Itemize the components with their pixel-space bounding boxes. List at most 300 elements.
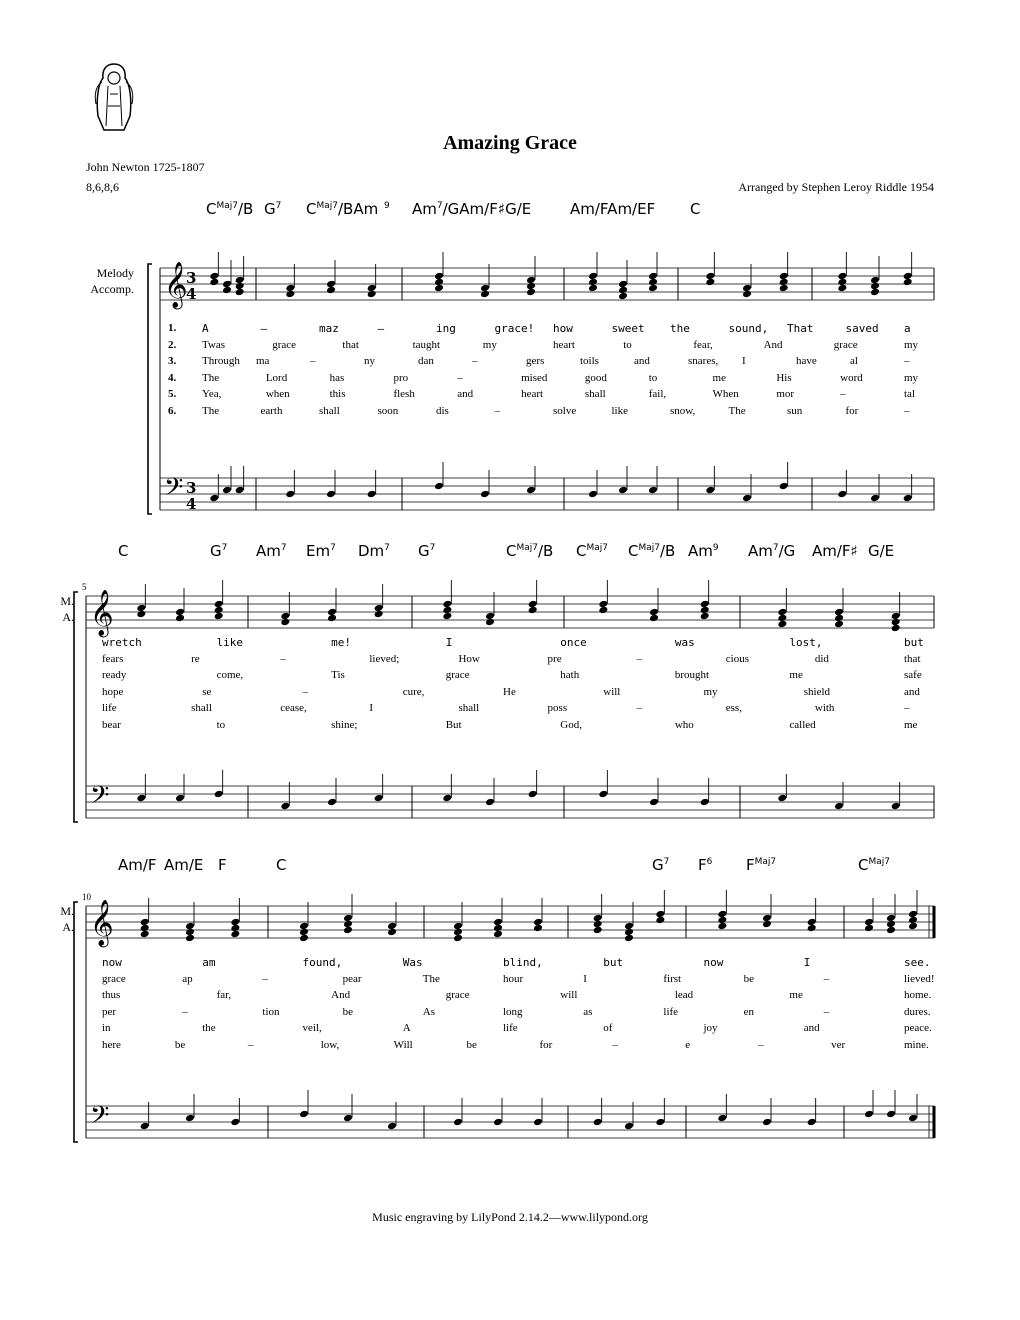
lyric-syllable: Lord	[265, 371, 288, 384]
time-signature: 4	[186, 495, 197, 513]
chord-extension: 6	[706, 857, 713, 867]
chord-symbol	[210, 542, 227, 560]
lyric-syllable: ing	[436, 322, 456, 335]
chord-extension: 9	[712, 543, 719, 553]
chord-symbol	[306, 200, 378, 218]
lyric-syllable: here	[102, 1038, 121, 1051]
note-head	[705, 486, 715, 495]
lyric-syllable: maz	[319, 322, 339, 335]
chord-bass: /BAm	[338, 200, 379, 218]
lyric-syllable: cious	[725, 652, 749, 665]
note-head	[624, 1122, 634, 1131]
chord-root: C	[858, 856, 869, 874]
lyric-syllable: did	[814, 652, 829, 665]
note-head	[230, 930, 240, 939]
lyric-syllable: for	[539, 1038, 553, 1051]
lyric-syllable: but	[904, 636, 924, 649]
chord-symbol	[384, 200, 390, 218]
note-head	[387, 928, 397, 937]
chord-root: F	[218, 856, 227, 874]
lyric-syllable: –	[904, 702, 910, 714]
note-head	[837, 284, 847, 293]
verse-number: 4.	[168, 371, 177, 384]
lyric-syllable: life	[102, 702, 117, 714]
note-head	[700, 798, 710, 807]
lyric-syllable: thus	[102, 989, 121, 1001]
note-head	[700, 612, 710, 621]
lyric-syllable: dis	[436, 404, 449, 417]
note-head	[136, 794, 146, 803]
note-head	[299, 934, 309, 943]
note-head	[528, 790, 538, 799]
instrument-label: M.	[60, 594, 74, 608]
note-head	[480, 290, 490, 299]
lyric-syllable: peace.	[904, 1022, 932, 1034]
lyric-syllable: tal	[904, 388, 915, 400]
note-head	[434, 284, 444, 293]
lyric-syllable: tion	[262, 1005, 280, 1018]
chord-root: Am/FAm/EF	[570, 200, 656, 218]
lyric-syllable: toils	[580, 355, 599, 367]
lyric-syllable: mine.	[904, 1038, 929, 1051]
chord-symbol	[218, 856, 227, 874]
lyric-syllable: I	[583, 972, 587, 985]
lyric-syllable: to	[216, 718, 226, 731]
footer-credit: Music engraving by LilyPond 2.14.2—www.lilypond.org	[372, 1210, 648, 1224]
lyric-syllable: bear	[102, 718, 121, 731]
note-head	[648, 486, 658, 495]
lyric-syllable: for	[845, 404, 859, 417]
chord-symbol	[576, 542, 608, 560]
chord-extension: Maj7	[516, 543, 538, 553]
note-head	[326, 490, 336, 499]
note-head	[779, 284, 789, 293]
lyric-syllable: and	[457, 388, 474, 400]
chord-symbol	[412, 200, 531, 218]
chord-extension: 7	[663, 857, 670, 867]
lyric-syllable: ess,	[725, 702, 742, 714]
lyric-syllable: A	[202, 322, 209, 335]
lyric-syllable: en	[743, 1005, 754, 1018]
note-head	[762, 1118, 772, 1127]
note-head	[742, 494, 752, 503]
note-head	[533, 924, 543, 933]
lyric-syllable: veil,	[302, 1022, 322, 1034]
chord-symbol	[570, 200, 655, 218]
lyric-syllable: –	[262, 972, 268, 985]
lyric-syllable: my	[904, 371, 919, 384]
lyric-syllable: has	[329, 371, 345, 384]
note-head	[891, 624, 901, 633]
chord-extension: 7	[429, 543, 436, 553]
lyric-syllable: be	[342, 1005, 353, 1018]
note-head	[209, 494, 219, 503]
lyric-syllable: me	[789, 989, 803, 1001]
lyric-syllable: like	[611, 404, 628, 417]
chord-root: Am	[412, 200, 437, 218]
lyric-syllable: –	[247, 1038, 254, 1051]
lyric-syllable: first	[663, 972, 682, 985]
note-head	[886, 1110, 896, 1119]
chord-root: Am	[748, 542, 773, 560]
lyric-syllable: in	[102, 1022, 111, 1034]
lyric-syllable: heart	[553, 338, 575, 351]
instrument-label: Melody	[96, 266, 134, 280]
lyric-syllable: pre	[547, 652, 562, 665]
note-head	[175, 794, 185, 803]
chord-symbol	[418, 542, 435, 560]
chord-extension: 7	[384, 543, 390, 553]
lyric-syllable: the	[670, 322, 690, 335]
note-head	[285, 490, 295, 499]
lyric-syllable: –	[377, 322, 385, 335]
lyric-syllable: to	[623, 338, 632, 351]
system-bracket	[148, 264, 152, 514]
lyric-syllable: ny	[364, 355, 375, 367]
verse-number: 3.	[168, 355, 177, 367]
staff-system	[0, 248, 1020, 513]
lyric-syllable: long	[503, 1005, 523, 1018]
lyric-syllable: The	[728, 404, 746, 417]
lyric-syllable: God,	[560, 718, 582, 731]
lyric-syllable: grace	[445, 989, 470, 1001]
note-head	[367, 490, 377, 499]
chord-symbol	[118, 856, 157, 874]
note-head	[834, 802, 844, 811]
lyric-syllable: and	[904, 685, 920, 698]
chord-bass: /B	[238, 200, 254, 218]
note-head	[779, 482, 789, 491]
note-head	[618, 486, 628, 495]
time-signature: 3	[186, 269, 197, 287]
chord-bass: /B	[538, 542, 554, 560]
note-head	[175, 614, 185, 623]
lyric-syllable: –	[904, 404, 910, 417]
lyric-syllable: pro	[393, 371, 409, 384]
lyric-syllable: ap	[182, 972, 193, 985]
lyric-syllable: saved	[845, 322, 879, 335]
note-head	[374, 610, 384, 619]
note-head	[140, 930, 150, 939]
note-head	[834, 620, 844, 629]
lyric-syllable: and	[634, 355, 650, 367]
chord-symbol	[812, 542, 858, 560]
note-head	[222, 286, 232, 295]
lyric-syllable: –	[636, 652, 643, 665]
note-head	[903, 278, 913, 287]
lyric-syllable: –	[280, 652, 286, 665]
lyric-syllable: shine;	[331, 718, 358, 731]
note-head	[891, 802, 901, 811]
note-head	[526, 288, 536, 297]
lyric-syllable: me!	[331, 636, 352, 649]
arranger: Arranged by Stephen Leroy Riddle 1954	[738, 180, 934, 194]
lyric-syllable: I	[369, 702, 373, 714]
lyric-syllable: His	[776, 371, 792, 384]
lyric-syllable: grace	[445, 669, 470, 681]
lyric-syllable: cease,	[280, 702, 307, 714]
meter: 8,6,8,6	[86, 180, 119, 194]
lyric-syllable: fears	[102, 652, 124, 665]
lyric-syllable: my	[904, 338, 919, 351]
lyric-syllable: pear	[342, 972, 362, 985]
note-head	[533, 1118, 543, 1127]
lyric-syllable: ready	[102, 669, 127, 681]
chord-root: C	[690, 200, 701, 218]
chord-symbol	[306, 542, 336, 560]
note-head	[903, 494, 913, 503]
lyric-syllable: –	[823, 1005, 830, 1018]
chord-root: C	[276, 856, 287, 874]
lyric-syllable: When	[712, 388, 739, 400]
note-head	[864, 1110, 874, 1119]
chord-root: Am/E	[164, 856, 204, 874]
chord-symbol	[276, 856, 286, 874]
note-head	[480, 490, 490, 499]
lyric-syllable: like	[216, 636, 244, 649]
system-bracket	[74, 902, 78, 1142]
instrument-label: A.	[62, 920, 74, 934]
chord-extension: 7	[275, 201, 282, 211]
lyric-syllable: wretch	[102, 636, 142, 649]
chord-root: C	[206, 200, 217, 218]
lyric-syllable: with	[814, 702, 835, 714]
chord-symbol	[628, 542, 675, 560]
lyric-syllable: this	[329, 388, 346, 400]
note-head	[453, 1118, 463, 1127]
lyric-syllable: solve	[553, 404, 577, 417]
lyric-syllable: –	[182, 1005, 188, 1018]
chord-root: Am	[256, 542, 281, 560]
note-head	[374, 794, 384, 803]
lyric-syllable: –	[472, 355, 478, 367]
lyric-syllable: grace	[833, 338, 858, 351]
lyric-syllable: low,	[320, 1038, 340, 1051]
chord-symbol	[698, 856, 712, 874]
lyric-syllable: a	[904, 322, 911, 335]
chord-bass: /GAm/F♯G/E	[442, 200, 532, 218]
lyric-syllable: –	[494, 404, 500, 417]
lyric-syllable: as	[583, 1005, 593, 1018]
chord-root: Am/F	[118, 856, 157, 874]
note-head	[185, 934, 195, 943]
lyric-syllable: –	[636, 702, 643, 714]
chord-root: C	[118, 542, 129, 560]
lyric-syllable: good	[584, 371, 607, 384]
note-head	[655, 1118, 665, 1127]
chord-extension: 7	[772, 543, 779, 553]
lyric-syllable: I	[742, 355, 746, 367]
chord-root: C	[576, 542, 587, 560]
chord-symbol	[264, 200, 281, 218]
lyric-syllable: me	[712, 371, 726, 384]
chord-extension: Maj7	[868, 857, 890, 867]
note-head	[285, 290, 295, 299]
staff-system	[0, 576, 1020, 836]
note-head	[807, 924, 817, 933]
treble-clef-icon: 𝄞	[164, 262, 188, 308]
lyric-syllable: heart	[521, 388, 544, 400]
note-head	[209, 278, 219, 287]
bass-clef-icon: 𝄢	[164, 473, 184, 508]
lyric-syllable: soon	[377, 404, 399, 417]
lyric-syllable: mor	[776, 388, 795, 400]
note-head	[327, 798, 337, 807]
lyric-syllable: shall	[319, 404, 340, 417]
lyric-syllable: shield	[803, 685, 831, 698]
note-head	[593, 1118, 603, 1127]
lyric-syllable: once	[560, 636, 587, 649]
verse-number: 5.	[168, 388, 177, 400]
note-head	[777, 620, 787, 629]
note-head	[655, 916, 665, 925]
lyric-syllable: How	[458, 652, 480, 665]
lyric-syllable: I	[803, 956, 811, 969]
lyric-syllable: Tis	[331, 669, 345, 681]
instrument-label: A.	[62, 610, 74, 624]
lyric-syllable: hath	[560, 669, 580, 681]
note-head	[222, 486, 232, 495]
lyric-syllable: how	[553, 322, 573, 335]
note-head	[235, 288, 245, 297]
chord-symbol	[506, 542, 553, 560]
lyric-syllable: me	[904, 718, 918, 731]
lyric-syllable: hope	[102, 685, 124, 698]
treble-clef-icon: 𝄞	[90, 590, 114, 636]
lyric-syllable: Will	[393, 1038, 413, 1051]
lyric-syllable: be	[743, 972, 754, 985]
lyric-syllable: But	[445, 718, 462, 731]
lyric-syllable: earth	[260, 404, 283, 417]
lyric-syllable: grace!	[494, 322, 535, 335]
note-head	[588, 284, 598, 293]
lyric-syllable: lost,	[789, 636, 823, 649]
chord-root: G	[418, 542, 430, 560]
lyric-syllable: Twas	[202, 338, 226, 351]
chord-extension: 7	[330, 543, 336, 553]
note-head	[870, 494, 880, 503]
lyric-syllable: be	[174, 1038, 186, 1051]
chord-extension: Maj7	[586, 543, 608, 553]
instrument-label: M.	[60, 904, 74, 918]
verse-number: 2.	[168, 338, 177, 351]
chord-root: C	[506, 542, 517, 560]
lyric-syllable: life	[663, 1005, 679, 1018]
note-head	[280, 618, 290, 627]
author: John Newton 1725-1807	[86, 160, 205, 174]
note-head	[214, 612, 224, 621]
lyric-syllable: joy	[703, 1022, 718, 1034]
lyric-syllable: se	[202, 685, 212, 698]
chord-symbol	[164, 856, 203, 874]
lyric-syllable: That	[787, 322, 814, 335]
note-head	[299, 1110, 309, 1119]
lyric-syllable: taught	[412, 338, 441, 351]
note-head	[742, 290, 752, 299]
lyric-syllable: shall	[458, 702, 480, 714]
note-head	[864, 924, 874, 933]
lyric-syllable: Was	[402, 956, 423, 969]
chord-root: Am	[688, 542, 713, 560]
lyric-syllable: safe	[904, 669, 922, 681]
lyric-syllable: see.	[904, 956, 931, 969]
lyric-syllable: of	[603, 1022, 613, 1034]
measure-number: 10	[82, 892, 91, 902]
chord-bass: /G	[778, 542, 796, 560]
note-head	[837, 490, 847, 499]
note-head	[230, 1118, 240, 1127]
note-head	[717, 922, 727, 931]
bass-clef-icon: 𝄢	[90, 781, 110, 816]
lyric-syllable: be	[466, 1038, 477, 1051]
system-bracket	[74, 592, 78, 822]
note-head	[327, 614, 337, 623]
lyric-syllable: was	[674, 636, 695, 649]
note-head	[588, 490, 598, 499]
lyric-syllable: flesh	[393, 388, 415, 400]
chord-extension: Maj7	[316, 201, 338, 211]
note-head	[343, 926, 353, 935]
lyric-syllable: Through	[202, 355, 240, 367]
note-head	[493, 1118, 503, 1127]
lyric-syllable: am	[202, 956, 216, 969]
lyric-syllable: –	[612, 1038, 618, 1051]
lyric-syllable: cure,	[402, 685, 425, 698]
chord-extension: Maj7	[754, 857, 777, 867]
note-head	[598, 606, 608, 615]
lyric-syllable: dures.	[904, 1005, 931, 1018]
lyric-syllable: me	[789, 669, 803, 681]
chord-root: G	[264, 200, 276, 218]
note-head	[343, 1114, 353, 1123]
lyric-syllable: called	[789, 718, 816, 731]
lyric-syllable: will	[603, 685, 621, 698]
lyric-syllable: who	[674, 718, 694, 731]
lyric-syllable: A	[402, 1022, 411, 1034]
verse-number: 1.	[168, 322, 177, 334]
note-head	[762, 920, 772, 929]
lyric-syllable: word	[840, 371, 863, 384]
chord-root: Am/F♯	[812, 542, 858, 560]
lyric-syllable: but	[603, 956, 624, 969]
note-head	[214, 790, 224, 799]
chord-symbol	[748, 542, 795, 560]
lyric-syllable: now	[703, 956, 724, 969]
note-head	[485, 618, 495, 627]
chord-extension: Maj7	[216, 201, 238, 211]
lyric-syllable: per	[102, 1005, 117, 1018]
chord-symbol	[256, 542, 287, 560]
lyric-syllable: come,	[216, 669, 244, 681]
note-head	[908, 922, 918, 931]
chord-root: F	[698, 856, 707, 874]
note-head	[705, 278, 715, 287]
lyric-syllable: ma	[256, 355, 270, 367]
lyric-syllable: and	[803, 1022, 820, 1034]
instrument-label: Accomp.	[90, 282, 134, 296]
note-head	[493, 930, 503, 939]
chord-extension: Maj7	[638, 543, 660, 553]
lyric-syllable: –	[823, 972, 830, 985]
chord-root: Em	[306, 542, 331, 560]
note-head	[367, 290, 377, 299]
lyric-syllable: will	[560, 989, 578, 1001]
lyric-syllable: lead	[674, 989, 694, 1001]
lyric-syllable: He	[503, 685, 516, 698]
lyric-syllable: sun	[787, 404, 803, 417]
lyric-syllable: –	[904, 355, 910, 367]
lyric-syllable: gers	[526, 355, 545, 367]
